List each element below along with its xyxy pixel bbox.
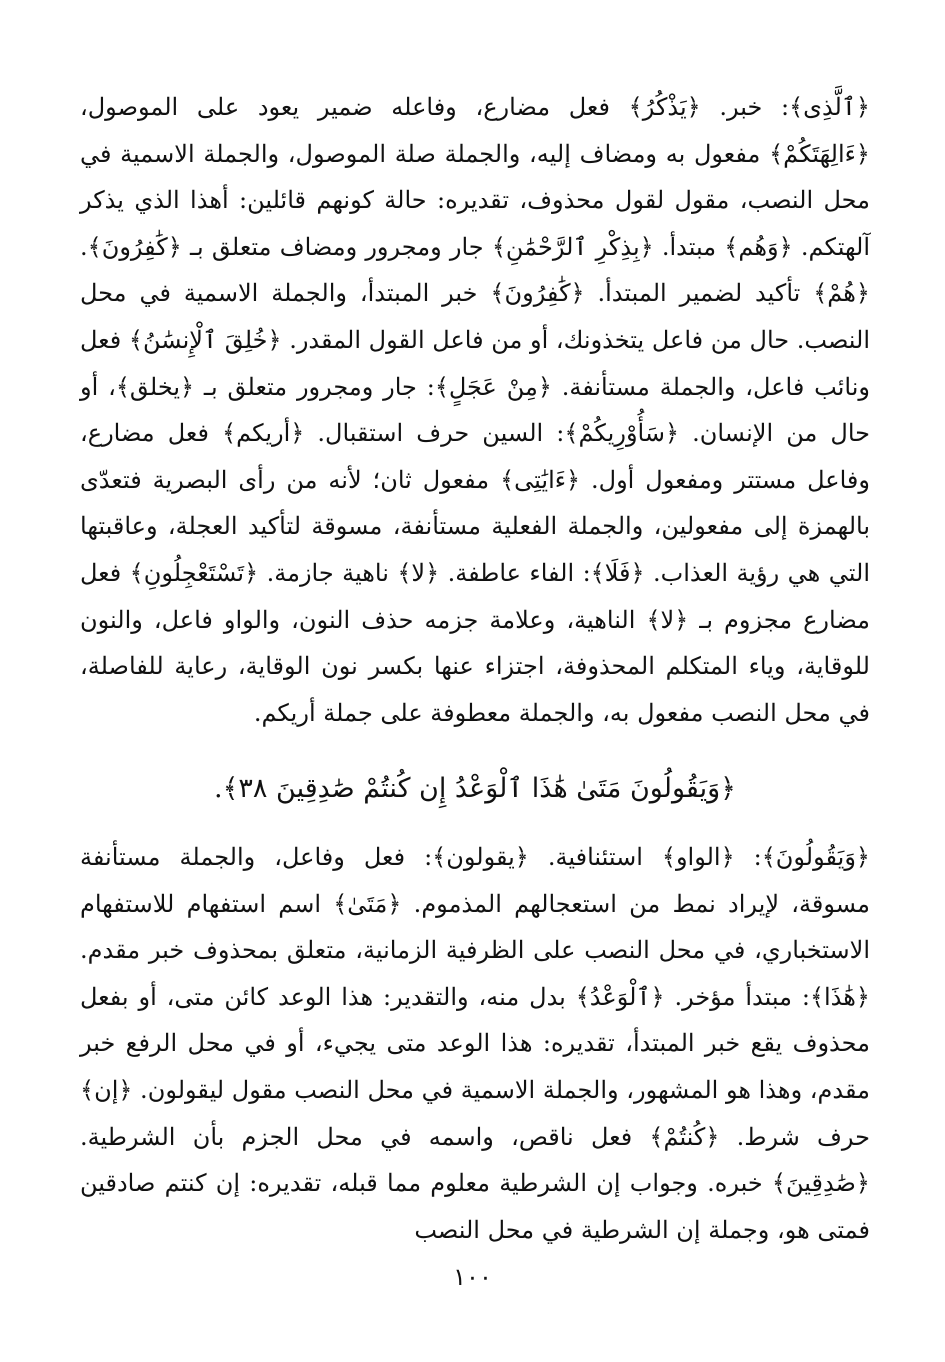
quran-verse: ﴿وَيَقُولُونَ مَتَىٰ هَٰذَا ٱلْوَعْدُ إِن كُنتُمْ صَٰدِقِينَ ٣٨﴾. xyxy=(214,773,736,804)
page-number: ١٠٠ xyxy=(453,1263,492,1291)
paragraph-grammar-analysis-1: ﴿ٱلَّذِى﴾: خبر. ﴿يَذْكُرُ﴾ فعل مضارع، وفاعله ضمير يعود على الموصول، ﴿ءَالِهَتَكُمْ﴾ مفعول به ومضاف إليه، والجملة صلة الموصول، والجملة الاسمية في محل النصب، مقول لقول محذوف، تقديره: حالة كونهم قائلين: أهذا الذي يذكر آلهتكم. ﴿وَهُم﴾ مبتدأ. ﴿بِذِكْرِ ٱلرَّحْمَٰنِ﴾ جار ومجرور ومضاف متعلق بـ ﴿كَٰفِرُونَ﴾. ﴿هُمْ﴾ تأكيد لضمير المبتدأ. ﴿كَٰفِرُونَ﴾ خبر المبتدأ، والجملة الاسمية في محل النصب. حال من فاعل يتخذونك، أو من فاعل القول المقدر. ﴿خُلِقَ ٱلْإِنسَٰنُ﴾ فعل ونائب فاعل، والجملة مستأنفة. ﴿مِنْ عَجَلٍ﴾: جار ومجرور متعلق بـ ﴿يخلق﴾، أو حال من الإنسان. ﴿سَأُوْرِيكُمْ﴾: السين حرف استقبال. ﴿أريكم﴾ فعل مضارع، وفاعل مستتر ومفعول أول. ﴿ءَايَٰتِى﴾ مفعول ثان؛ لأنه من رأى البصرية فتعدّى بالهمزة إلى مفعولين، والجملة الفعلية مستأنفة، مسوقة لتأكيد العجلة، وعاقبتها التي هي رؤية العذاب. ﴿فَلَا﴾: الفاء عاطفة. ﴿لا﴾ ناهية جازمة. ﴿تَسْتَعْجِلُونِ﴾ فعل مضارع مجزوم بـ ﴿لا﴾ الناهية، وعلامة جزمه حذف النون، والواو فاعل، والنون للوقاية، وياء المتكلم المحذوفة، اجتزاء عنها بكسر نون الوقاية، رعاية للفاصلة، في محل النصب مفعول به، والجملة معطوفة على جملة أريكم. xyxy=(80,93,870,727)
paragraph-grammar-analysis-2: ﴿وَيَقُولُونَ﴾: ﴿الواو﴾ استئنافية. ﴿يقولون﴾: فعل وفاعل، والجملة مستأنفة مسوقة، لإيراد نمط من استعجالهم المذموم. ﴿مَتَىٰ﴾ اسم استفهام للاستفهام الاستخباري، في محل النصب على الظرفية الزمانية، متعلق بمحذوف خبر مقدم. ﴿هَٰذَا﴾: مبتدأ مؤخر. ﴿ٱلْوَعْدُ﴾ بدل منه، والتقدير: هذا الوعد كائن متى، أو بفعل محذوف يقع خبر المبتدأ، تقديره: هذا الوعد متى يجيء، أو في محل الرفع خبر مقدم، وهذا هو المشهور، والجملة الاسمية في محل النصب مقول ليقولون. ﴿إن﴾ حرف شرط. ﴿كُنتُمْ﴾ فعل ناقص، واسمه في محل الجزم بأن الشرطية. ﴿صَٰدِقِينَ﴾ خبره. وجواب إن الشرطية معلوم مما قبله، تقديره: إن كنتم صادقين فمتى هو، وجملة إن الشرطية في محل النصب xyxy=(80,843,870,1244)
